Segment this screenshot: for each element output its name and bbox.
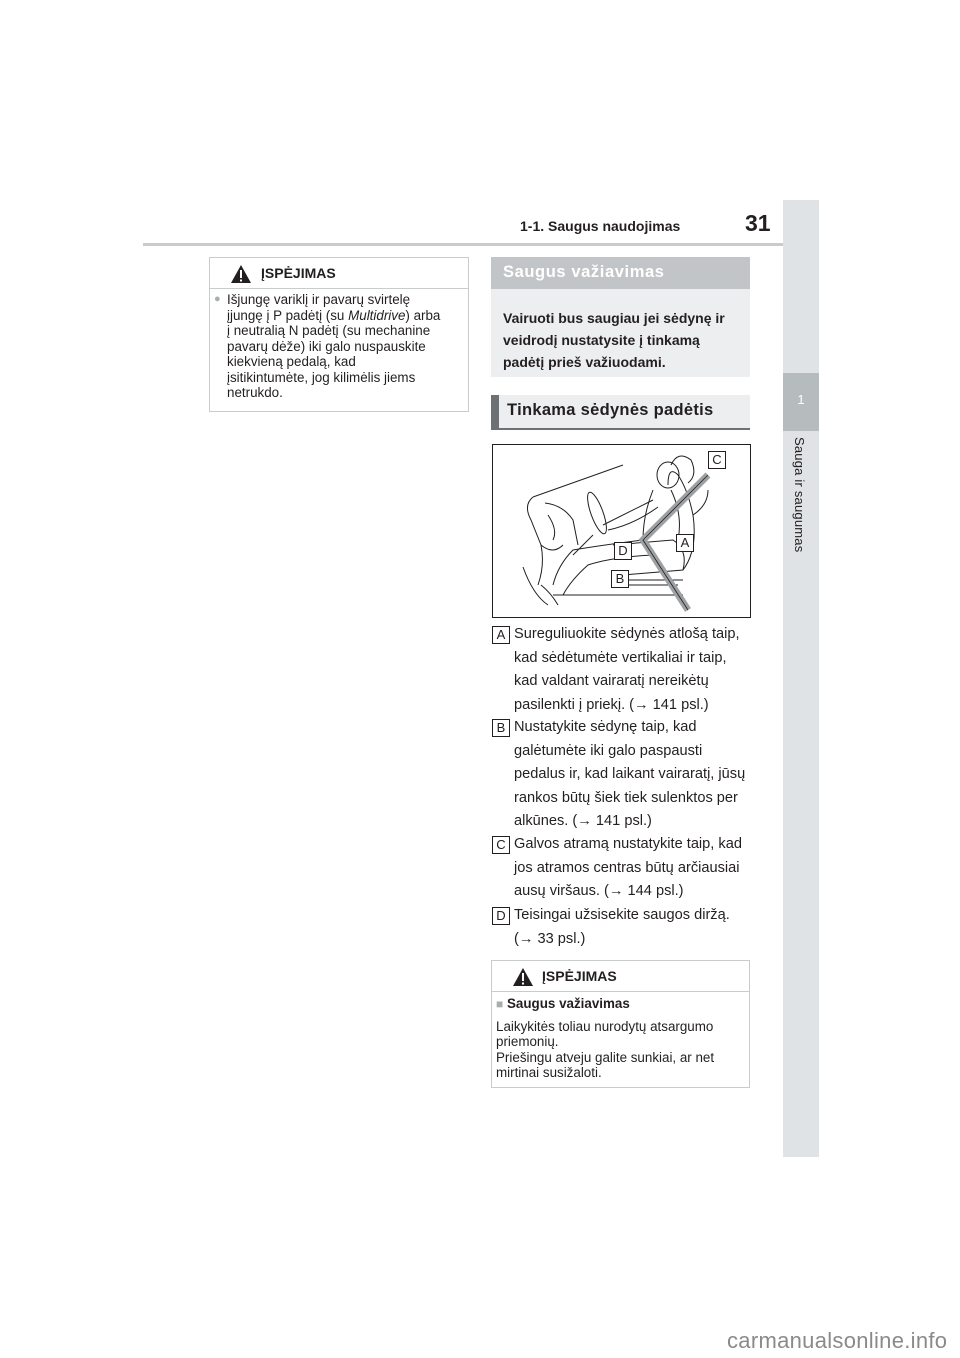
intro-line: Vairuoti bus saugiau jei sėdynę ir bbox=[503, 310, 725, 326]
figure-label-b: B bbox=[611, 570, 629, 588]
warning-line: Išjungę variklį ir pavarų svirtelę bbox=[227, 292, 411, 307]
warning-box-right bbox=[491, 960, 750, 1088]
square-bullet-icon: ■ bbox=[496, 997, 504, 1011]
item-label-d: D bbox=[492, 907, 510, 925]
safe-driving-heading-text: Saugus važiavimas bbox=[503, 263, 665, 281]
item-line: jos atramos centras būtų arčiausiai bbox=[514, 859, 740, 876]
chapter-name: Sauga ir saugumas bbox=[792, 437, 807, 553]
warning-body bbox=[214, 292, 466, 401]
item-line: kad sėdėtumėte vertikaliai ir taip, bbox=[514, 649, 727, 666]
header-rule bbox=[143, 243, 783, 246]
intro-line: padėtį prieš važiuodami. bbox=[503, 354, 666, 370]
intro-text bbox=[503, 307, 743, 373]
chapter-number: 1 bbox=[797, 392, 805, 407]
warning-line: Laikykitės toliau nurodytų atsargumo bbox=[496, 1018, 714, 1034]
warning-line: Priešingu atveju galite sunkiai, ar net bbox=[496, 1049, 715, 1065]
watermark: carmanualsonline.info bbox=[727, 1328, 948, 1353]
warning-subheading-text: Saugus važiavimas bbox=[506, 996, 630, 1011]
warning-line: įjungę į P padėtį (su Multidrive) arba bbox=[227, 307, 441, 323]
item-text-c bbox=[514, 833, 750, 904]
warning-line: įsitikintumėte, jog kilimėlis jiems bbox=[227, 369, 416, 385]
item-line: ausų viršaus. (→ 144 psl.) bbox=[514, 883, 684, 899]
safe-driving-heading bbox=[491, 257, 750, 289]
warning-box-left bbox=[209, 257, 469, 412]
warning-body bbox=[496, 996, 746, 1081]
item-line: Teisingai užsisekite saugos diržą. bbox=[514, 907, 730, 923]
item-line: alkūnes. (→ 141 psl.) bbox=[514, 813, 652, 829]
multidrive-term: Multidrive bbox=[348, 307, 406, 323]
seat-position-heading-text: Tinkama sėdynės padėtis bbox=[507, 401, 714, 419]
item-label-b: B bbox=[492, 719, 510, 737]
item-text-b bbox=[514, 716, 750, 834]
warning-line: kiekvieną pedalą, kad bbox=[227, 354, 356, 369]
warning-triangle-icon bbox=[512, 967, 534, 987]
item-label-a: A bbox=[492, 626, 510, 644]
heading-underline bbox=[491, 428, 750, 430]
item-line: Nustatykite sėdynę taip, kad bbox=[514, 719, 697, 735]
bullet-icon: ● bbox=[214, 293, 221, 305]
warning-triangle-icon bbox=[230, 264, 252, 284]
warning-title: ĮSPĖJIMAS bbox=[542, 968, 617, 984]
page-number: 31 bbox=[745, 210, 771, 236]
item-line: Sureguliuokite sėdynės atlošą taip, bbox=[514, 626, 740, 642]
item-line: pasilenkti į priekį. (→ 141 psl.) bbox=[514, 696, 709, 713]
figure-label-c: C bbox=[708, 451, 726, 469]
item-line: pedalus ir, kad laikant vairaratį, jūsų bbox=[514, 766, 746, 782]
seat-position-heading bbox=[491, 395, 750, 428]
warning-line: netrukdo. bbox=[227, 385, 283, 400]
intro-line: veidrodį nustatysite į tinkamą bbox=[503, 332, 700, 348]
warning-line: priemonių. bbox=[496, 1034, 559, 1049]
warning-line: pavarų dėže) iki galo nuspauskite bbox=[227, 338, 426, 354]
item-line: kad valdant vairaratį nereikėtų bbox=[514, 673, 709, 689]
warning-header bbox=[492, 961, 749, 992]
figure-label-d: D bbox=[614, 542, 632, 560]
item-line: rankos būtų šiek tiek sulenktos per bbox=[514, 789, 738, 806]
intro-box bbox=[491, 289, 750, 377]
warning-header bbox=[210, 258, 468, 289]
driver-seat-drawing bbox=[493, 445, 750, 617]
item-text-a bbox=[514, 623, 750, 717]
item-text-d bbox=[514, 904, 750, 951]
item-label-c: C bbox=[492, 836, 510, 854]
warning-title: ĮSPĖJIMAS bbox=[261, 265, 336, 281]
warning-line: į neutralią N padėtį (su mechanine bbox=[227, 323, 431, 338]
item-line: (→ 33 psl.) bbox=[514, 930, 586, 947]
item-line: galėtumėte iki galo paspausti bbox=[514, 742, 703, 759]
chapter-side-tab bbox=[783, 200, 819, 1157]
item-line: Galvos atramą nustatykite taip, kad bbox=[514, 836, 742, 852]
seat-position-illustration bbox=[492, 444, 751, 618]
section-title: 1-1. Saugus naudojimas bbox=[520, 218, 681, 234]
warning-subheading bbox=[496, 996, 746, 1013]
warning-line: mirtinai susižaloti. bbox=[496, 1065, 602, 1080]
figure-label-a: A bbox=[676, 534, 694, 552]
